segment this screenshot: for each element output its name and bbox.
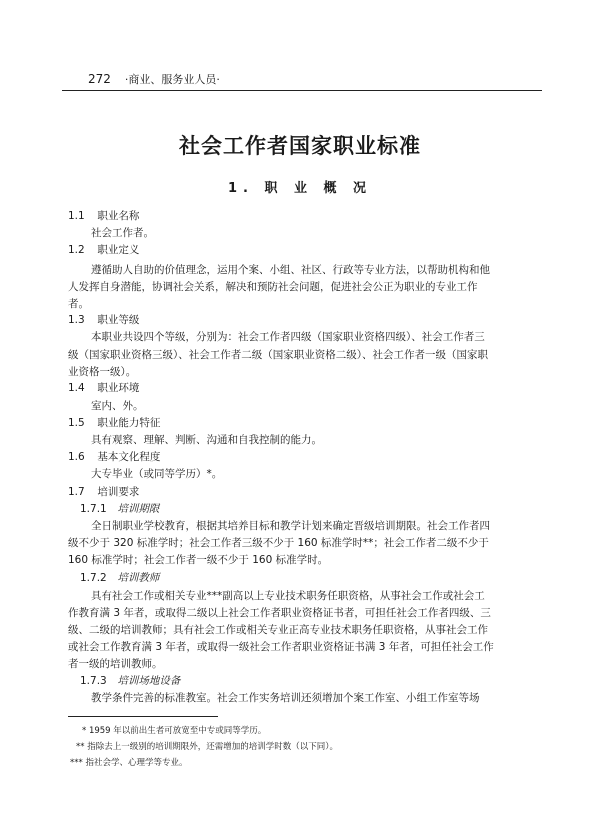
paragraph-line: 社会工作者。 (91, 227, 154, 239)
footnote-1: * 1959 年以前出生者可放宽至中专或同等学历。 (82, 726, 267, 736)
running-title: ·商业、服务业人员· (124, 73, 220, 86)
paragraph-line: 级、二级的培训教师；具有社会工作或相关专业正高专业技术职务任职资格，从事社会工作 (68, 624, 488, 636)
paragraph-line: 人发挥自身潜能，协调社会关系，解决和预防社会问题，促进社会公正为职业的专业工作 (68, 281, 478, 293)
page-header (88, 71, 220, 87)
paragraph-line: 室内、外。 (91, 400, 144, 412)
footnote-3: *** 指社会学、心理学等专业。 (70, 758, 188, 768)
header-divider (62, 90, 542, 91)
footnote-divider (68, 716, 218, 717)
subsection-heading-1-7-2: 1.7.2 培训教师 (80, 572, 160, 584)
paragraph-line: 者一级的培训教师。 (68, 658, 163, 670)
section-heading-1-6: 1.6 基本文化程度 (68, 451, 161, 463)
paragraph-line: 教学条件完善的标准教室。社会工作实务培训还须增加个案工作室、小组工作室等场 (91, 692, 480, 704)
section-heading-1-3: 1.3 职业等级 (68, 314, 140, 326)
footnote-2: ** 指除去上一级别的培训期限外，还需增加的培训学时数（以下同）。 (76, 742, 338, 752)
paragraph-line: 业资格一级）。 (68, 366, 137, 378)
page-number: 272 (88, 72, 111, 86)
section-heading-1-7: 1.7 培训要求 (68, 486, 140, 498)
section-heading-1-2: 1.2 职业定义 (68, 244, 140, 256)
paragraph-line: 具有社会工作或相关专业***副高以上专业技术职务任职资格，从事社会工作或社会工 (91, 590, 485, 602)
paragraph-line: 全日制职业学校教育，根据其培养目标和教学计划来确定晋级培训期限。社会工作者四 (91, 520, 490, 532)
chapter-heading: 1. 职 业 概 况 (227, 181, 373, 196)
paragraph-line: 具有观察、理解、判断、沟通和自我控制的能力。 (91, 434, 322, 446)
paragraph-line: 本职业共设四个等级，分别为：社会工作者四级（国家职业资格四级）、社会工作者三 (91, 331, 485, 343)
paragraph-line: 遵循助人自助的价值理念，运用个案、小组、社区、行政等专业方法，以帮助机构和他 (91, 264, 490, 276)
paragraph-line: 或社会工作教育满 3 年者，或取得一级社会工作者职业资格证书满 3 年者，可担任社会工作 (68, 641, 494, 653)
subsection-heading-1-7-3: 1.7.3 培训场地设备 (80, 675, 181, 687)
section-heading-1-1: 1.1 职业名称 (68, 210, 140, 222)
section-heading-1-5: 1.5 职业能力特征 (68, 417, 161, 429)
paragraph-line: 160 标准学时；社会工作者一级不少于 160 标准学时。 (68, 554, 329, 566)
section-heading-1-4: 1.4 职业环境 (68, 382, 140, 394)
paragraph-line: 级不少于 320 标准学时；社会工作者三级不少于 160 标准学时**；社会工作者二级不少于 (68, 537, 489, 549)
document-title: 社会工作者国家职业标准 (179, 133, 421, 158)
paragraph-line: 大专毕业（或同等学历）*。 (91, 468, 223, 480)
paragraph-line: 级（国家职业资格三级）、社会工作者二级（国家职业资格二级）、社会工作者一级（国家职 (68, 349, 488, 361)
paragraph-line: 者。 (68, 298, 89, 310)
subsection-heading-1-7-1: 1.7.1 培训期限 (80, 503, 160, 515)
paragraph-line: 作教育满 3 年者，或取得二级以上社会工作者职业资格证书者，可担任社会工作者四级、三 (68, 607, 491, 619)
